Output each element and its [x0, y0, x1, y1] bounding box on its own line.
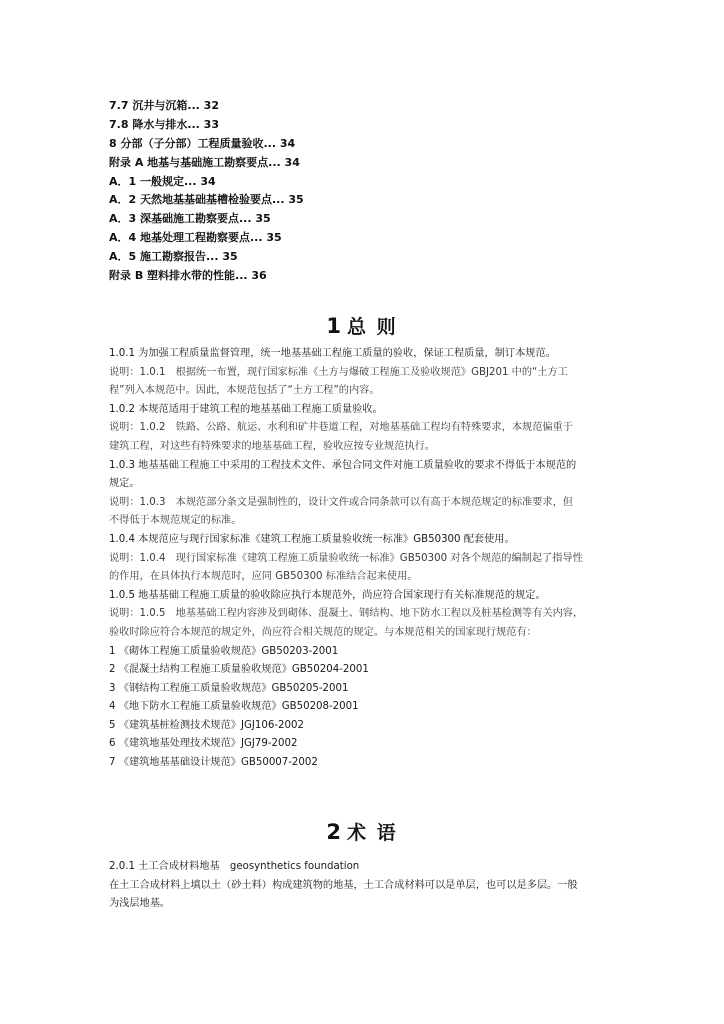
note-line: 说明：1.0.3 本规范部分条文是强制性的，设计文件或合同条款可以有高于本规范规定的标准要求，但	[109, 496, 573, 508]
note-line: 验收时除应符合本规范的规定外，尚应符合相关规范的规定。与本规范相关的国家现行规范有：	[109, 626, 537, 638]
note-line: 说明：1.0.5 地基基础工程内容涉及到砌体、混凝土、钢结构、地下防水工程以及桩基检测等有关内容，	[109, 608, 584, 620]
chapter-1-number: 1	[326, 314, 341, 338]
definition-line: 在土工合成材料上填以土（砂土料）构成建筑物的地基，土工合成材料可以是单层，也可以是多层。一般	[109, 879, 578, 891]
chapter-2-heading	[0, 818, 724, 845]
note-line: 说明：1.0.4 现行国家标准《建筑工程施工质量验收统一标准》GB50300 对各个规范的编制起了指导性	[109, 552, 583, 564]
definition-line: 为浅层地基。	[109, 898, 171, 910]
toc-entry[interactable]: A．2 天然地基基础基槽检验要点... 35	[109, 193, 304, 207]
standard-list-item: 1 《砌体工程施工质量验收规范》GB50203-2001	[109, 645, 339, 657]
standard-list-item: 3 《钢结构工程施工质量验收规范》GB50205-2001	[109, 682, 349, 694]
chapter-1-body	[109, 345, 629, 773]
chapter-2-body	[109, 858, 629, 914]
toc-entry[interactable]: 7.7 沉井与沉箱... 32	[109, 99, 219, 112]
chapter-2-title: 术 语	[347, 822, 398, 844]
standard-list-item: 5 《建筑基桩检测技术规范》JGJ106-2002	[109, 719, 304, 731]
term-line: 2.0.1 土工合成材料地基 geosynthetics foundation	[109, 861, 360, 872]
clause-line: 1.0.4 本规范应与现行国家标准《建筑工程施工质量验收统一标准》GB50300 配套使用。	[109, 533, 515, 545]
chapter-1-heading	[0, 312, 724, 339]
clause-line: 规定。	[109, 478, 140, 490]
clause-line: 1.0.2 本规范适用于建筑工程的地基基础工程施工质量验收。	[109, 403, 383, 415]
note-line: 说明：1.0.2 铁路、公路、航运、水利和矿井巷道工程，对地基基础工程均有特殊要求，本规范偏重于	[109, 422, 573, 434]
note-line: 不得低于本规范规定的标准。	[109, 515, 242, 527]
table-of-contents	[109, 97, 304, 286]
standard-list-item: 7 《建筑地基基础设计规范》GB50007-2002	[109, 757, 318, 769]
note-line: 说明：1.0.1 根据统一布置，现行国家标准《土方与爆破工程施工及验收规范》GBJ201 中的“土方工	[109, 366, 568, 378]
clause-line: 1.0.5 地基基础工程施工质量的验收除应执行本规范外，尚应符合国家现行有关标准规范的规定。	[109, 589, 546, 601]
toc-entry[interactable]: 7.8 降水与排水... 33	[109, 117, 219, 131]
chapter-2-number: 2	[326, 820, 341, 844]
standard-list-item: 6 《建筑地基处理技术规范》JGJ79-2002	[109, 738, 298, 750]
standard-list-item: 4 《地下防水工程施工质量验收规范》GB50208-2001	[109, 701, 359, 713]
note-line: 程”列入本规范中。因此，本规范包括了“土方工程”的内容。	[109, 385, 380, 397]
toc-entry[interactable]: A．5 施工勘察报告... 35	[109, 250, 238, 264]
clause-line: 1.0.1 为加强工程质量监督管理，统一地基基础工程施工质量的验收，保证工程质量，制订本规范。	[109, 348, 556, 359]
toc-entry[interactable]: 8 分部（子分部）工程质量验收... 34	[109, 136, 296, 150]
clause-line: 1.0.3 地基基础工程施工中采用的工程技术文件、承包合同文件对施工质量验收的要求不得低于本规范的	[109, 459, 577, 471]
toc-entry[interactable]: 附录 B 塑料排水带的性能... 36	[109, 269, 267, 283]
note-line: 建筑工程，对这些有特殊要求的地基基础工程，验收应按专业规范执行。	[109, 440, 435, 452]
note-line: 的作用，在具体执行本规范时，应同 GB50300 标准结合起来使用。	[109, 571, 418, 583]
toc-entry[interactable]: A．4 地基处理工程勘察要点... 35	[109, 231, 282, 245]
toc-entry[interactable]: A．1 一般规定... 34	[109, 174, 216, 188]
toc-entry[interactable]: A．3 深基础施工勘察要点... 35	[109, 212, 271, 226]
toc-entry[interactable]: 附录 A 地基与基础施工勘察要点... 34	[109, 155, 300, 169]
standard-list-item: 2 《混凝土结构工程施工质量验收规范》GB50204-2001	[109, 664, 369, 676]
chapter-1-title: 总 则	[347, 316, 398, 338]
